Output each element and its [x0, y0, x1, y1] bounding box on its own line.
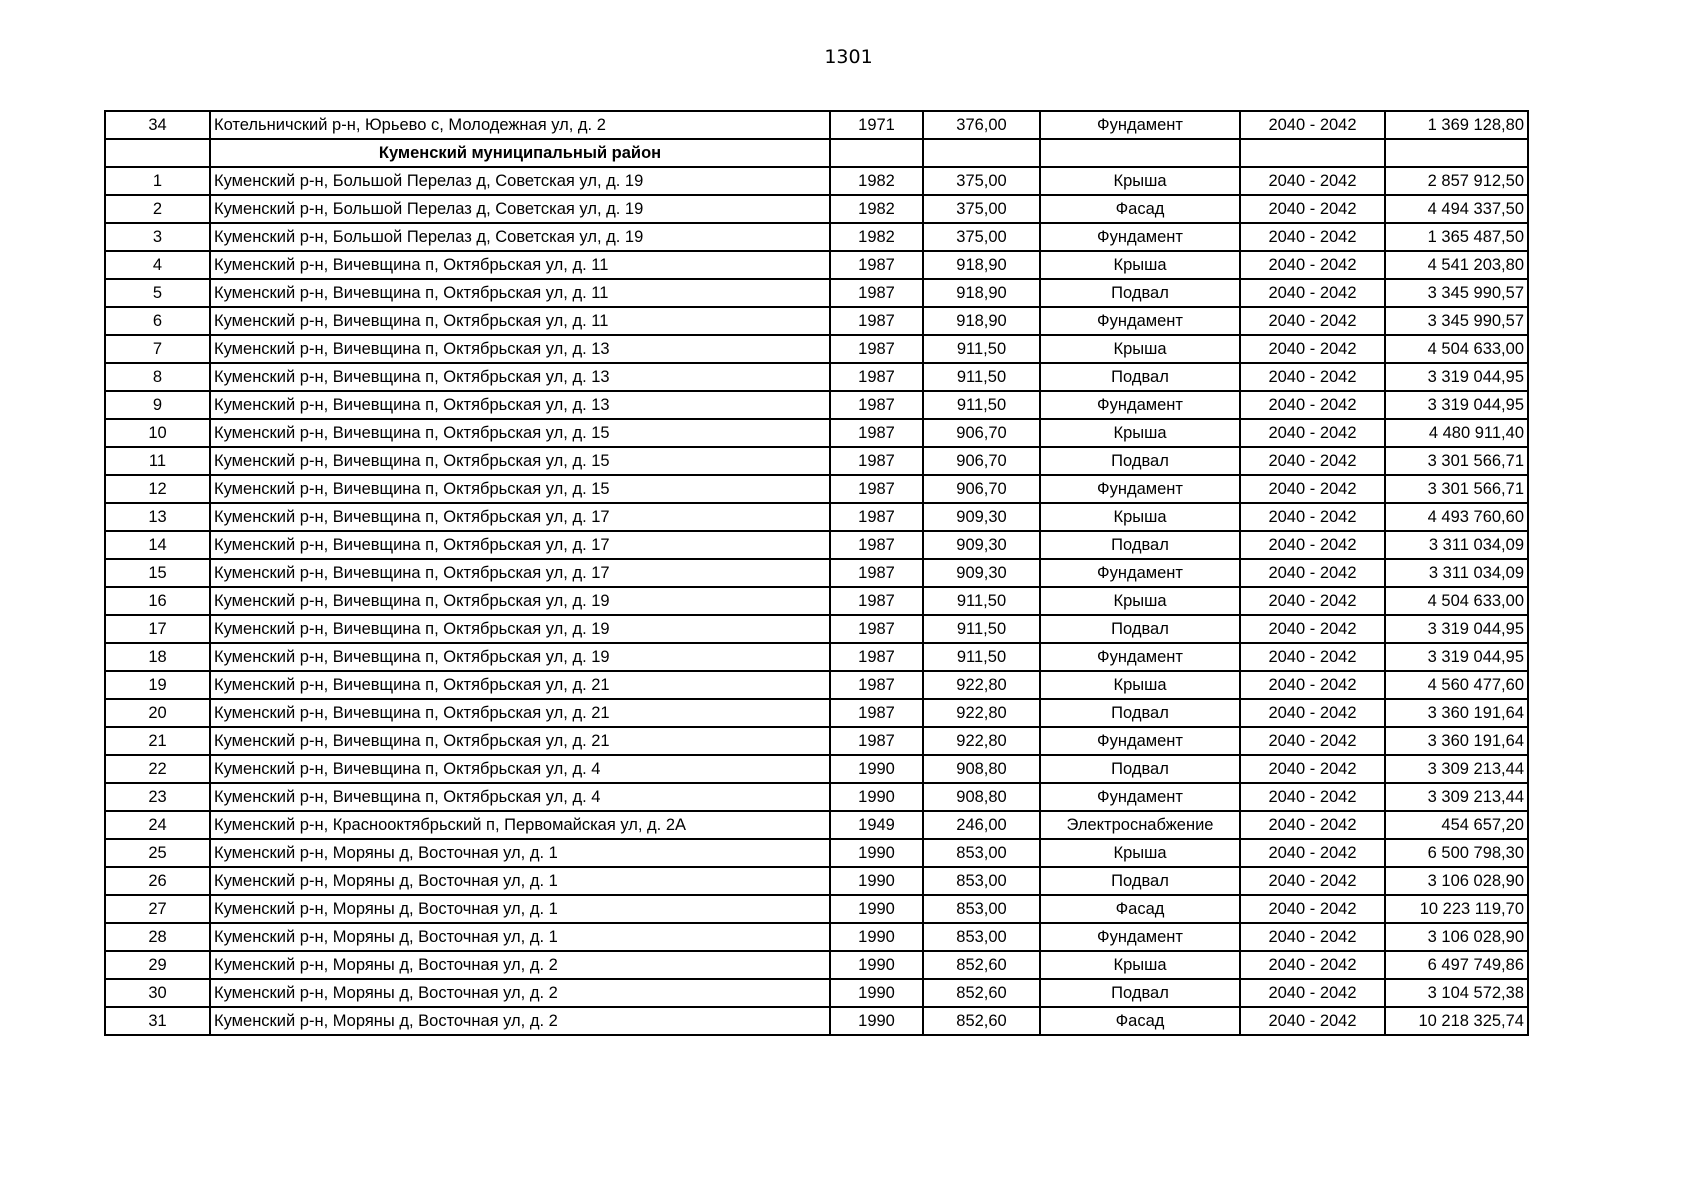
table-row [105, 643, 1528, 671]
row-address: Куменский р-н, Вичевщина п, Октябрьская ул, д. 17 [210, 559, 830, 587]
row-address: Куменский р-н, Вичевщина п, Октябрьская ул, д. 4 [210, 755, 830, 783]
row-area: 911,50 [923, 335, 1040, 363]
table-row [105, 671, 1528, 699]
row-period: 2040 - 2042 [1240, 111, 1385, 139]
row-cost: 4 494 337,50 [1385, 195, 1528, 223]
row-work-type: Фундамент [1040, 727, 1240, 755]
row-address: Куменский р-н, Моряны д, Восточная ул, д. 1 [210, 867, 830, 895]
section-row [105, 139, 1528, 167]
table-row [105, 167, 1528, 195]
row-work-type: Фундамент [1040, 111, 1240, 139]
row-period: 2040 - 2042 [1240, 167, 1385, 195]
row-area: 853,00 [923, 923, 1040, 951]
section-title: Куменский муниципальный район [210, 139, 830, 167]
row-area: 908,80 [923, 783, 1040, 811]
row-cost: 3 345 990,57 [1385, 279, 1528, 307]
row-cost: 3 106 028,90 [1385, 923, 1528, 951]
row-year: 1990 [830, 895, 923, 923]
row-year: 1987 [830, 615, 923, 643]
row-year: 1987 [830, 503, 923, 531]
row-period: 2040 - 2042 [1240, 503, 1385, 531]
row-year: 1987 [830, 587, 923, 615]
row-year: 1987 [830, 391, 923, 419]
table-row [105, 363, 1528, 391]
row-address: Куменский р-н, Вичевщина п, Октябрьская ул, д. 11 [210, 307, 830, 335]
row-cost: 3 319 044,95 [1385, 643, 1528, 671]
row-area: 375,00 [923, 195, 1040, 223]
row-work-type: Крыша [1040, 335, 1240, 363]
table-row [105, 755, 1528, 783]
row-number: 13 [105, 503, 210, 531]
row-area: 922,80 [923, 671, 1040, 699]
row-address: Куменский р-н, Вичевщина п, Октябрьская ул, д. 19 [210, 643, 830, 671]
table-row [105, 503, 1528, 531]
table-row [105, 615, 1528, 643]
row-period: 2040 - 2042 [1240, 727, 1385, 755]
row-cost: 3 360 191,64 [1385, 727, 1528, 755]
row-address: Куменский р-н, Моряны д, Восточная ул, д. 2 [210, 979, 830, 1007]
row-cost: 6 500 798,30 [1385, 839, 1528, 867]
table-row [105, 559, 1528, 587]
row-year: 1949 [830, 811, 923, 839]
table-row [105, 391, 1528, 419]
row-period: 2040 - 2042 [1240, 195, 1385, 223]
row-number: 24 [105, 811, 210, 839]
row-area: 906,70 [923, 447, 1040, 475]
row-cost: 1 369 128,80 [1385, 111, 1528, 139]
row-number: 15 [105, 559, 210, 587]
row-number: 23 [105, 783, 210, 811]
section-empty-cell [1240, 139, 1385, 167]
row-number: 12 [105, 475, 210, 503]
row-year: 1982 [830, 223, 923, 251]
row-number: 5 [105, 279, 210, 307]
row-number: 29 [105, 951, 210, 979]
row-year: 1987 [830, 559, 923, 587]
section-empty-cell [923, 139, 1040, 167]
row-address: Куменский р-н, Большой Перелаз д, Советская ул, д. 19 [210, 167, 830, 195]
row-work-type: Крыша [1040, 419, 1240, 447]
table-row [105, 419, 1528, 447]
table-row [105, 251, 1528, 279]
table-row [105, 111, 1528, 139]
row-cost: 3 311 034,09 [1385, 531, 1528, 559]
row-cost: 3 360 191,64 [1385, 699, 1528, 727]
row-number: 2 [105, 195, 210, 223]
row-period: 2040 - 2042 [1240, 559, 1385, 587]
row-number: 11 [105, 447, 210, 475]
row-number: 31 [105, 1007, 210, 1035]
row-address: Куменский р-н, Краснооктябрьский п, Первомайская ул, д. 2А [210, 811, 830, 839]
row-work-type: Крыша [1040, 587, 1240, 615]
row-cost: 3 319 044,95 [1385, 363, 1528, 391]
row-address: Куменский р-н, Вичевщина п, Октябрьская ул, д. 13 [210, 391, 830, 419]
table-row [105, 195, 1528, 223]
row-year: 1987 [830, 307, 923, 335]
row-work-type: Фундамент [1040, 391, 1240, 419]
row-year: 1990 [830, 783, 923, 811]
row-number: 20 [105, 699, 210, 727]
row-address: Куменский р-н, Вичевщина п, Октябрьская ул, д. 17 [210, 531, 830, 559]
table-row [105, 895, 1528, 923]
row-address: Куменский р-н, Вичевщина п, Октябрьская ул, д. 13 [210, 363, 830, 391]
row-period: 2040 - 2042 [1240, 307, 1385, 335]
row-period: 2040 - 2042 [1240, 979, 1385, 1007]
row-area: 852,60 [923, 951, 1040, 979]
row-year: 1987 [830, 475, 923, 503]
row-period: 2040 - 2042 [1240, 335, 1385, 363]
table-row [105, 1007, 1528, 1035]
row-cost: 10 218 325,74 [1385, 1007, 1528, 1035]
row-area: 853,00 [923, 895, 1040, 923]
row-address: Куменский р-н, Вичевщина п, Октябрьская ул, д. 15 [210, 419, 830, 447]
row-work-type: Крыша [1040, 951, 1240, 979]
row-cost: 454 657,20 [1385, 811, 1528, 839]
row-year: 1987 [830, 699, 923, 727]
row-area: 852,60 [923, 1007, 1040, 1035]
row-area: 375,00 [923, 223, 1040, 251]
section-empty-cell [1385, 139, 1528, 167]
table-row [105, 279, 1528, 307]
row-number: 7 [105, 335, 210, 363]
table-row [105, 727, 1528, 755]
row-number: 21 [105, 727, 210, 755]
table-row [105, 867, 1528, 895]
row-period: 2040 - 2042 [1240, 699, 1385, 727]
row-address: Котельничский р-н, Юрьево с, Молодежная ул, д. 2 [210, 111, 830, 139]
row-area: 909,30 [923, 503, 1040, 531]
row-area: 375,00 [923, 167, 1040, 195]
table-row [105, 699, 1528, 727]
row-work-type: Крыша [1040, 839, 1240, 867]
row-address: Куменский р-н, Вичевщина п, Октябрьская ул, д. 15 [210, 475, 830, 503]
row-year: 1987 [830, 643, 923, 671]
table-row [105, 979, 1528, 1007]
row-cost: 4 504 633,00 [1385, 335, 1528, 363]
row-area: 918,90 [923, 251, 1040, 279]
row-cost: 4 480 911,40 [1385, 419, 1528, 447]
row-period: 2040 - 2042 [1240, 251, 1385, 279]
row-number: 6 [105, 307, 210, 335]
row-cost: 3 301 566,71 [1385, 475, 1528, 503]
row-cost: 2 857 912,50 [1385, 167, 1528, 195]
row-number: 8 [105, 363, 210, 391]
row-number: 30 [105, 979, 210, 1007]
row-address: Куменский р-н, Вичевщина п, Октябрьская ул, д. 11 [210, 279, 830, 307]
row-year: 1990 [830, 1007, 923, 1035]
row-address: Куменский р-н, Моряны д, Восточная ул, д. 2 [210, 951, 830, 979]
row-area: 908,80 [923, 755, 1040, 783]
row-number: 10 [105, 419, 210, 447]
row-year: 1987 [830, 279, 923, 307]
row-year: 1987 [830, 251, 923, 279]
row-cost: 3 319 044,95 [1385, 391, 1528, 419]
row-work-type: Крыша [1040, 167, 1240, 195]
table-row [105, 475, 1528, 503]
section-empty-cell [830, 139, 923, 167]
row-area: 922,80 [923, 699, 1040, 727]
row-year: 1982 [830, 195, 923, 223]
row-period: 2040 - 2042 [1240, 223, 1385, 251]
row-cost: 6 497 749,86 [1385, 951, 1528, 979]
table-row [105, 335, 1528, 363]
row-work-type: Фундамент [1040, 559, 1240, 587]
row-number: 16 [105, 587, 210, 615]
row-period: 2040 - 2042 [1240, 811, 1385, 839]
row-number: 25 [105, 839, 210, 867]
row-period: 2040 - 2042 [1240, 783, 1385, 811]
page-number: 1301 [824, 46, 873, 68]
row-period: 2040 - 2042 [1240, 531, 1385, 559]
row-year: 1987 [830, 531, 923, 559]
row-work-type: Фасад [1040, 195, 1240, 223]
row-year: 1987 [830, 419, 923, 447]
row-area: 911,50 [923, 391, 1040, 419]
row-period: 2040 - 2042 [1240, 419, 1385, 447]
row-period: 2040 - 2042 [1240, 895, 1385, 923]
row-year: 1971 [830, 111, 923, 139]
row-address: Куменский р-н, Вичевщина п, Октябрьская ул, д. 19 [210, 615, 830, 643]
row-area: 911,50 [923, 615, 1040, 643]
row-area: 918,90 [923, 279, 1040, 307]
table-row [105, 811, 1528, 839]
row-period: 2040 - 2042 [1240, 755, 1385, 783]
row-area: 911,50 [923, 643, 1040, 671]
row-address: Куменский р-н, Вичевщина п, Октябрьская ул, д. 15 [210, 447, 830, 475]
row-area: 911,50 [923, 587, 1040, 615]
row-period: 2040 - 2042 [1240, 363, 1385, 391]
row-period: 2040 - 2042 [1240, 587, 1385, 615]
row-year: 1990 [830, 979, 923, 1007]
row-area: 852,60 [923, 979, 1040, 1007]
row-work-type: Фасад [1040, 1007, 1240, 1035]
row-cost: 3 309 213,44 [1385, 783, 1528, 811]
row-address: Куменский р-н, Вичевщина п, Октябрьская ул, д. 21 [210, 671, 830, 699]
registry-table [104, 110, 1529, 1036]
row-address: Куменский р-н, Моряны д, Восточная ул, д. 1 [210, 923, 830, 951]
row-area: 376,00 [923, 111, 1040, 139]
table-row [105, 839, 1528, 867]
row-area: 246,00 [923, 811, 1040, 839]
row-number: 4 [105, 251, 210, 279]
row-work-type: Подвал [1040, 363, 1240, 391]
row-address: Куменский р-н, Вичевщина п, Октябрьская ул, д. 21 [210, 727, 830, 755]
row-work-type: Подвал [1040, 531, 1240, 559]
row-cost: 3 311 034,09 [1385, 559, 1528, 587]
row-address: Куменский р-н, Вичевщина п, Октябрьская ул, д. 4 [210, 783, 830, 811]
row-area: 922,80 [923, 727, 1040, 755]
row-year: 1990 [830, 923, 923, 951]
row-year: 1987 [830, 447, 923, 475]
row-period: 2040 - 2042 [1240, 615, 1385, 643]
row-work-type: Крыша [1040, 671, 1240, 699]
row-year: 1987 [830, 671, 923, 699]
row-address: Куменский р-н, Большой Перелаз д, Советская ул, д. 19 [210, 223, 830, 251]
row-number: 26 [105, 867, 210, 895]
row-period: 2040 - 2042 [1240, 951, 1385, 979]
row-period: 2040 - 2042 [1240, 279, 1385, 307]
row-period: 2040 - 2042 [1240, 391, 1385, 419]
row-address: Куменский р-н, Моряны д, Восточная ул, д. 2 [210, 1007, 830, 1035]
row-number: 1 [105, 167, 210, 195]
row-area: 906,70 [923, 419, 1040, 447]
row-cost: 3 106 028,90 [1385, 867, 1528, 895]
row-period: 2040 - 2042 [1240, 447, 1385, 475]
table-row [105, 307, 1528, 335]
row-work-type: Фундамент [1040, 783, 1240, 811]
row-period: 2040 - 2042 [1240, 839, 1385, 867]
row-period: 2040 - 2042 [1240, 671, 1385, 699]
row-address: Куменский р-н, Вичевщина п, Октябрьская ул, д. 11 [210, 251, 830, 279]
row-number: 14 [105, 531, 210, 559]
row-address: Куменский р-н, Вичевщина п, Октябрьская ул, д. 19 [210, 587, 830, 615]
row-period: 2040 - 2042 [1240, 1007, 1385, 1035]
row-address: Куменский р-н, Вичевщина п, Октябрьская ул, д. 17 [210, 503, 830, 531]
row-period: 2040 - 2042 [1240, 475, 1385, 503]
row-cost: 3 301 566,71 [1385, 447, 1528, 475]
row-work-type: Фасад [1040, 895, 1240, 923]
table-row [105, 531, 1528, 559]
row-work-type: Крыша [1040, 503, 1240, 531]
row-year: 1982 [830, 167, 923, 195]
row-area: 909,30 [923, 559, 1040, 587]
row-work-type: Подвал [1040, 867, 1240, 895]
row-work-type: Фундамент [1040, 307, 1240, 335]
row-number: 28 [105, 923, 210, 951]
row-number: 22 [105, 755, 210, 783]
row-period: 2040 - 2042 [1240, 923, 1385, 951]
row-number: 3 [105, 223, 210, 251]
row-work-type: Фундамент [1040, 643, 1240, 671]
row-cost: 3 345 990,57 [1385, 307, 1528, 335]
row-number: 19 [105, 671, 210, 699]
row-work-type: Фундамент [1040, 223, 1240, 251]
row-work-type: Подвал [1040, 755, 1240, 783]
row-cost: 1 365 487,50 [1385, 223, 1528, 251]
row-work-type: Подвал [1040, 615, 1240, 643]
row-cost: 10 223 119,70 [1385, 895, 1528, 923]
row-area: 918,90 [923, 307, 1040, 335]
row-work-type: Крыша [1040, 251, 1240, 279]
registry-body [105, 111, 1528, 1035]
row-number: 17 [105, 615, 210, 643]
row-year: 1990 [830, 839, 923, 867]
row-period: 2040 - 2042 [1240, 867, 1385, 895]
section-empty-cell [1040, 139, 1240, 167]
row-address: Куменский р-н, Моряны д, Восточная ул, д. 1 [210, 895, 830, 923]
row-cost: 3 319 044,95 [1385, 615, 1528, 643]
row-area: 906,70 [923, 475, 1040, 503]
row-year: 1990 [830, 867, 923, 895]
row-cost: 4 504 633,00 [1385, 587, 1528, 615]
table-row [105, 587, 1528, 615]
row-number: 27 [105, 895, 210, 923]
row-area: 909,30 [923, 531, 1040, 559]
row-area: 853,00 [923, 867, 1040, 895]
row-work-type: Подвал [1040, 279, 1240, 307]
row-number: 18 [105, 643, 210, 671]
row-work-type: Подвал [1040, 447, 1240, 475]
table-row [105, 783, 1528, 811]
row-period: 2040 - 2042 [1240, 643, 1385, 671]
row-work-type: Электроснабжение [1040, 811, 1240, 839]
row-year: 1987 [830, 363, 923, 391]
row-address: Куменский р-н, Вичевщина п, Октябрьская ул, д. 13 [210, 335, 830, 363]
row-work-type: Фундамент [1040, 923, 1240, 951]
row-year: 1987 [830, 727, 923, 755]
table-row [105, 447, 1528, 475]
row-year: 1990 [830, 951, 923, 979]
row-year: 1990 [830, 755, 923, 783]
row-address: Куменский р-н, Большой Перелаз д, Советская ул, д. 19 [210, 195, 830, 223]
row-address: Куменский р-н, Моряны д, Восточная ул, д. 1 [210, 839, 830, 867]
row-work-type: Фундамент [1040, 475, 1240, 503]
table-row [105, 923, 1528, 951]
row-year: 1987 [830, 335, 923, 363]
row-work-type: Подвал [1040, 699, 1240, 727]
row-area: 853,00 [923, 839, 1040, 867]
row-number: 34 [105, 111, 210, 139]
section-empty-cell [105, 139, 210, 167]
table-row [105, 951, 1528, 979]
row-area: 911,50 [923, 363, 1040, 391]
row-cost: 4 560 477,60 [1385, 671, 1528, 699]
row-cost: 3 309 213,44 [1385, 755, 1528, 783]
row-address: Куменский р-н, Вичевщина п, Октябрьская ул, д. 21 [210, 699, 830, 727]
table-row [105, 223, 1528, 251]
row-cost: 4 493 760,60 [1385, 503, 1528, 531]
row-number: 9 [105, 391, 210, 419]
row-cost: 3 104 572,38 [1385, 979, 1528, 1007]
row-work-type: Подвал [1040, 979, 1240, 1007]
row-cost: 4 541 203,80 [1385, 251, 1528, 279]
